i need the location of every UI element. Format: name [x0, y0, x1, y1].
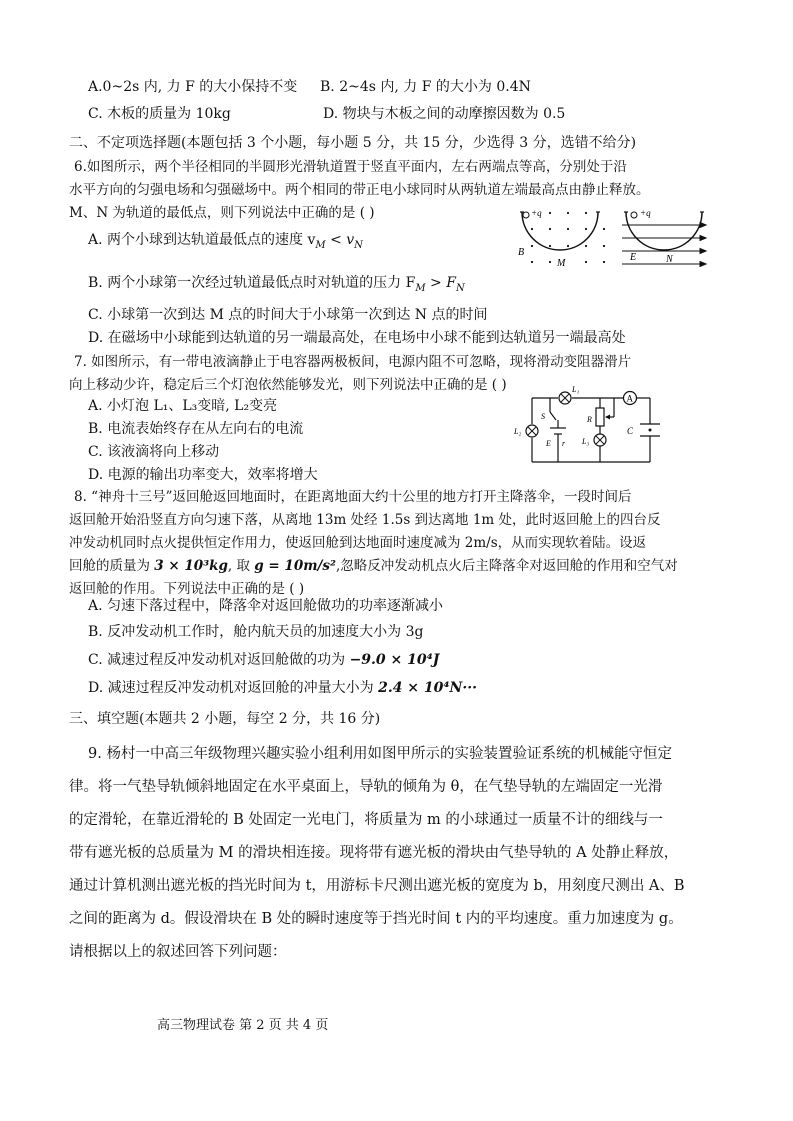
q8-option-c [88, 650, 439, 670]
q6-stem-line1: 6.如图所示，两个半径相同的半圆形光滑轨道置于竖直平面内，左右两端点等高，分别处于沿 [74, 159, 627, 175]
q6-stem-line2: 水平方向的匀强电场和匀强磁场中。两个相同的带正电小球同时从两轨道左端最高点由静止释放。 [69, 182, 650, 198]
q6-option-b-sub-m: M [415, 282, 426, 294]
q6-fig-charge-right: +q [640, 208, 651, 218]
q8-option-d-formula: 2.4 × 10⁴N··· [378, 680, 477, 696]
q7-fig-label-e: E [546, 439, 551, 448]
q6-figure [510, 200, 708, 272]
q7-fig-label-l3: L₃ [582, 437, 590, 446]
q8-stem-line4 [69, 556, 678, 576]
q9-line1: 9. 杨村一中高三年级物理兴趣实验小组利用如图甲所示的实验装置验证系统的机械能守恒定 [88, 746, 672, 762]
q7-fig-label-l2: L₂ [514, 427, 522, 436]
q5-option-b: B. 2~4s 内, 力 F 的大小为 0.4N [320, 79, 531, 95]
q9-line5: 通过计算机测出遮光板的挡光时间为 t，用游标卡尺测出遮光板的宽度为 b，用刻度尺测出 A、B [69, 878, 685, 894]
q6-option-a-sub-n: N [354, 239, 363, 251]
q8-option-c-text: C. 减速过程反冲发动机对返回舱做的功为 [88, 652, 350, 668]
q5-option-a: A.0~2s 内, 力 F 的大小保持不变 [88, 79, 298, 95]
q6-fig-charge-left: +q [531, 208, 542, 218]
q7-fig-label-s: S [541, 412, 545, 421]
q6-option-a [88, 230, 363, 256]
q6-option-c: C. 小球第一次到达 M 点的时间大于小球第一次到达 N 点的时间 [88, 307, 488, 323]
q7-fig-label-a: A [626, 393, 633, 404]
q8-stem-line4-c: ,忽略反冲发动机点火后主降落伞对返回舱的作用和空气对 [335, 558, 678, 574]
q6-option-a-text: A. 两个小球到达轨道最低点的速度 v [88, 232, 316, 248]
q6-fig-label-m: M [557, 258, 566, 269]
q6-fig-label-e: E [630, 252, 637, 263]
q6-option-b-sub-n: N [455, 282, 465, 294]
lamp-l3-icon [594, 434, 606, 446]
q8-stem-line3: 冲发动机同时点火提供恒定作用力，使返回舱到达地面时速度减为 2m/s，从而实现软着陆。设返 [69, 535, 647, 551]
q6-option-a-sub-m: M [315, 239, 326, 251]
q8-stem-line5: 返回舱的作用。下列说法中正确的是 ( ) [69, 581, 305, 597]
q8-stem-line4-b: , 取 [227, 558, 255, 574]
q9-line3: 的定滑轮，在靠近滑轮的 B 处固定一光电门，将质量为 m 的小球通过一质量不计的细线与一 [69, 812, 663, 828]
q6-option-a-mid: < v [325, 232, 355, 248]
q7-circuit-figure [510, 384, 672, 468]
q7-option-c: C. 该液滴将向上移动 [88, 444, 220, 460]
q9-line6: 之间的距离为 d。假设滑块在 B 处的瞬时速度等于挡光时间 t 内的平均速度。重力加速度为 g。 [69, 911, 683, 927]
q9-line4: 带有遮光板的总质量为 M 的滑块相连接。现将带有遮光板的滑块由气垫导轨的 A 处静止释放， [69, 845, 679, 861]
q7-stem-line2: 向上移动少许，稳定后三个灯泡依然能够发光，则下列说法中正确的是 ( ) [69, 377, 507, 393]
q8-option-b: B. 反冲发动机工作时，舱内航天员的加速度大小为 3g [88, 624, 424, 640]
q8-stem-line2: 返回舱开始沿竖直方向匀速下落，从离地 13m 处经 1.5s 到达离地 1m 处，此时返回舱上的四台反 [69, 512, 661, 528]
q6-option-b-text: B. 两个小球第一次经过轨道最低点时对轨道的压力 F [88, 275, 416, 291]
q6-stem-line3: M、N 为轨道的最低点，则下列说法中正确的是 ( ) [69, 205, 375, 221]
q8-option-d [88, 678, 477, 698]
q6-option-b-mid: > F [425, 275, 456, 291]
q7-fig-label-l1: L₁ [572, 385, 580, 394]
q8-option-c-formula: −9.0 × 10⁴J [349, 652, 440, 668]
q8-stem-line1: 8. “神舟十三号”返回舱返回地面时，在距离地面大约十公里的地方打开主降落伞，一段时间后 [74, 489, 632, 505]
q6-option-d: D. 在磁场中小球能到达轨道的另一端最高处，在电场中小球不能到达轨道另一端最高处 [88, 330, 626, 346]
magnetic-field-track [518, 208, 605, 269]
page-footer: 高三物理试卷 第 2 页 共 4 页 [157, 1018, 329, 1033]
q7-fig-label-r: R [587, 415, 592, 424]
q8-stem-line4-a: 回舱的质量为 [69, 558, 155, 574]
ammeter-icon [624, 392, 637, 405]
q7-option-d: D. 电源的输出功率变大，效率将增大 [88, 467, 318, 483]
q9-line7: 请根据以上的叙述回答下列问题： [69, 944, 287, 960]
q5-option-c: C. 木板的质量为 10kg [88, 106, 231, 122]
electric-field-track [622, 208, 706, 267]
section-2-title: 二、不定项选择题(本题包括 3 个小题，每小题 5 分，共 15 分，少选得 3 分，选错不给分) [69, 135, 637, 151]
q6-fig-label-b: B [518, 247, 525, 258]
q7-option-b: B. 电流表始终存在从左向右的电流 [88, 421, 304, 437]
lamp-l2-icon [526, 425, 538, 437]
q8-option-d-text: D. 减速过程反冲发动机对返回舱的冲量大小为 [88, 680, 379, 696]
q8-option-a: A. 匀速下落过程中，降落伞对返回舱做功的功率逐渐减小 [88, 598, 444, 614]
lamp-l1-icon [559, 392, 571, 404]
q8-gravity-formula: g = 10m/s² [254, 558, 336, 574]
q6-option-b [88, 273, 465, 299]
q8-mass-formula: 3 × 10³kg [154, 558, 228, 574]
q7-fig-label-r-small: r [562, 439, 566, 448]
q9-line2: 律。将一气垫导轨倾斜地固定在水平桌面上，导轨的倾角为 θ，在气垫导轨的左端固定一光滑 [69, 779, 663, 795]
q7-option-a: A. 小灯泡 L₁、L₃变暗, L₂变亮 [88, 398, 278, 414]
section-3-title: 三、填空题(本题共 2 小题，每空 2 分，共 16 分) [69, 711, 381, 727]
q7-fig-label-c: C [627, 426, 634, 436]
q6-fig-label-n: N [666, 254, 673, 265]
q5-option-d: D. 物块与木板之间的动摩擦因数为 0.5 [323, 106, 566, 122]
q7-stem-line1: 7. 如图所示，有一带电液滴静止于电容器两极板间，电源内阻不可忽略，现将滑动变阻器滑片 [74, 354, 632, 370]
